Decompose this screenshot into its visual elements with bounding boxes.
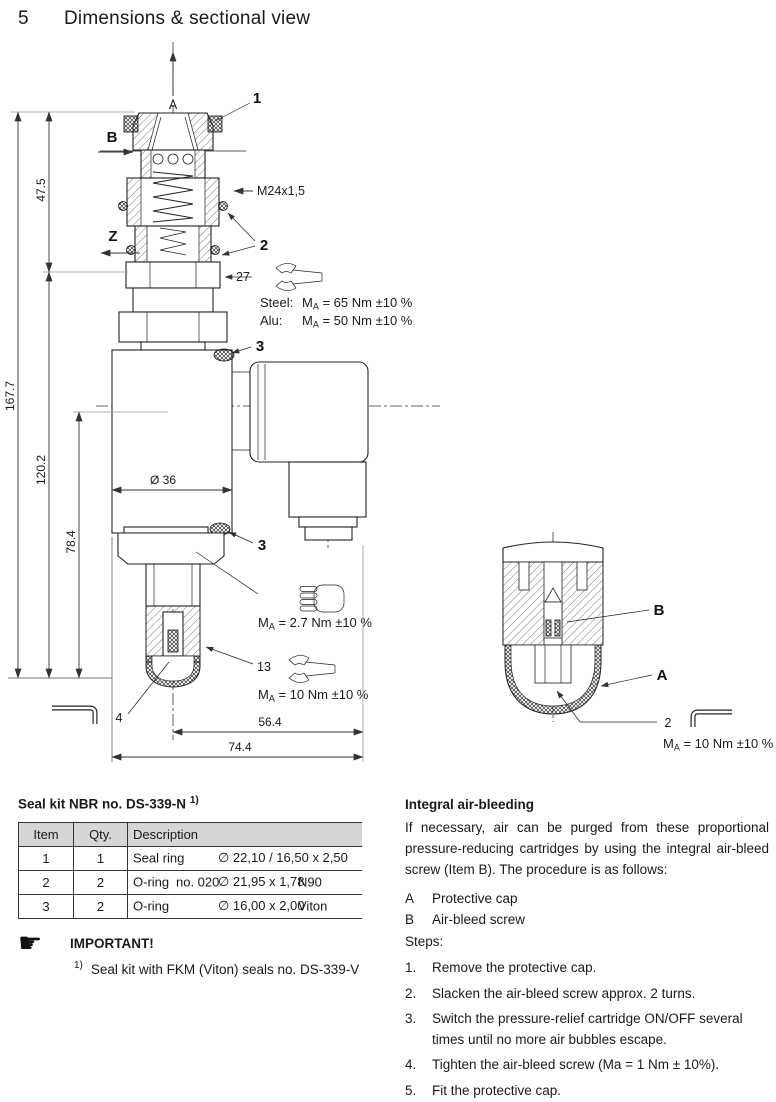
item-3-lower-label: 3	[257, 537, 267, 554]
connector-lower	[289, 462, 366, 517]
section-title: Dimensions & sectional view	[64, 8, 311, 29]
dim-120-2: 120.2	[34, 454, 48, 486]
page-title	[18, 8, 310, 30]
air-bleeding-intro: If necessary, air can be purged from these proportional pressure-reducing cartridges by using the integral air-bleed screw (Item B). The procedure is as follows:	[405, 820, 769, 877]
cable-gland	[305, 527, 352, 540]
technical-drawing	[0, 30, 776, 778]
detail-sectional-view	[503, 532, 774, 753]
item-4-label: 4	[115, 711, 123, 725]
hand-tighten-icon	[300, 585, 344, 612]
section-number: 5	[18, 8, 29, 29]
seal-kit-title: Seal kit NBR no. DS-339-N $^{1)}$	[18, 795, 199, 812]
o-ring-2-right-upper	[219, 202, 228, 211]
dim-74-4: 74.4	[228, 740, 252, 754]
table-row: 3 2 O-ring ∅ 16,00 x 2,00 Viton	[19, 894, 363, 918]
port-b-label: B	[106, 129, 118, 146]
torque-bleed: MA = 10 Nm ±10 %	[663, 736, 774, 753]
o-ring-2-left-upper	[119, 202, 128, 211]
col-item: Item	[19, 822, 74, 846]
item-2-label: 2	[259, 237, 269, 254]
table-row: 2 2 O-ring no. 020 ∅ 21,95 x 1,78 N90	[19, 870, 363, 894]
step-item: 3. Switch the pressure-relief cartridge ON/OFF several times until no more air bubbles escape.	[405, 1011, 743, 1047]
torque-alu: Alu: MA = 50 Nm ±10 %	[260, 313, 413, 330]
item-13-label: 13	[257, 660, 271, 674]
legend-item: A Protective cap	[405, 891, 518, 906]
seal-kit-section	[18, 795, 390, 919]
important-note	[18, 930, 390, 977]
allen-key-icon	[52, 708, 95, 724]
dim-56-4: 56.4	[258, 715, 282, 729]
detail-a-leader	[601, 675, 652, 686]
valve-body	[112, 350, 232, 533]
item-1-leader	[215, 103, 250, 121]
col-qty: Qty.	[74, 822, 128, 846]
table-header-row	[19, 822, 363, 846]
main-sectional-view	[3, 42, 440, 762]
dim-78-4: 78.4	[64, 530, 78, 554]
torque-steel: Steel: MA = 65 Nm ±10 %	[260, 295, 413, 312]
col-description: Description	[128, 822, 363, 846]
step-item: 2. Slacken the air-bleed screw approx. 2 turns.	[405, 985, 696, 1001]
wrench-flats	[126, 262, 220, 288]
thread-label: M24x1,5	[257, 184, 305, 198]
legend-item: B Air-bleed screw	[405, 912, 526, 927]
seal-kit-table	[18, 822, 362, 919]
footnote-mark: 1)	[74, 960, 83, 971]
dim-47-5: 47.5	[34, 178, 48, 202]
table-row: 1 1 Seal ring ∅ 22,10 / 16,50 x 2,50	[19, 846, 363, 870]
step-item: 5. Fit the protective cap.	[405, 1082, 562, 1098]
steps-label: Steps:	[405, 934, 444, 949]
dim-167-7: 167.7	[3, 380, 17, 412]
air-bleeding-section	[405, 794, 769, 1102]
torque-13: MA = 10 Nm ±10 %	[258, 687, 369, 704]
air-bleeding-heading: Integral air-bleeding	[405, 797, 535, 812]
detail-2-label: 2	[664, 716, 672, 730]
dim-dia36: Ø 36	[149, 473, 177, 487]
solenoid-connector	[250, 362, 368, 462]
important-label: IMPORTANT!	[70, 935, 154, 951]
footnote: $^{1)}$ Seal kit with FKM (Viton) seals no. DS-339-V	[74, 960, 360, 977]
hand-leader	[196, 552, 258, 594]
wrench-icon-2	[289, 655, 335, 682]
port-a-label: A	[168, 98, 178, 112]
o-ring-2-right-lower	[211, 246, 220, 255]
seal-ring-left	[124, 116, 138, 132]
hex-nut	[119, 312, 227, 342]
item-3-upper-label: 3	[255, 338, 265, 355]
lower-flange	[118, 533, 224, 564]
step-item: 1. Remove the protective cap.	[405, 960, 597, 975]
step-item: 4. Tighten the air-bleed screw (Ma = 1 Nm ± 10%).	[405, 1057, 720, 1072]
port-z-label: Z	[108, 228, 118, 245]
detail-b-label: B	[653, 602, 665, 619]
item-27-label: 27	[236, 270, 250, 284]
seal-kit-title-footnote-mark: 1)	[189, 795, 199, 806]
pointing-hand-icon: ☛	[18, 928, 43, 958]
o-ring-3-upper	[214, 349, 234, 361]
wrench-icon	[276, 263, 322, 290]
detail-a-label: A	[656, 667, 668, 684]
detail-top-cap	[503, 542, 603, 562]
torque-hand: MA = 2.7 Nm ±10 %	[258, 615, 372, 632]
item-1-label: 1	[252, 90, 262, 107]
allen-key-icon-2	[693, 712, 732, 727]
